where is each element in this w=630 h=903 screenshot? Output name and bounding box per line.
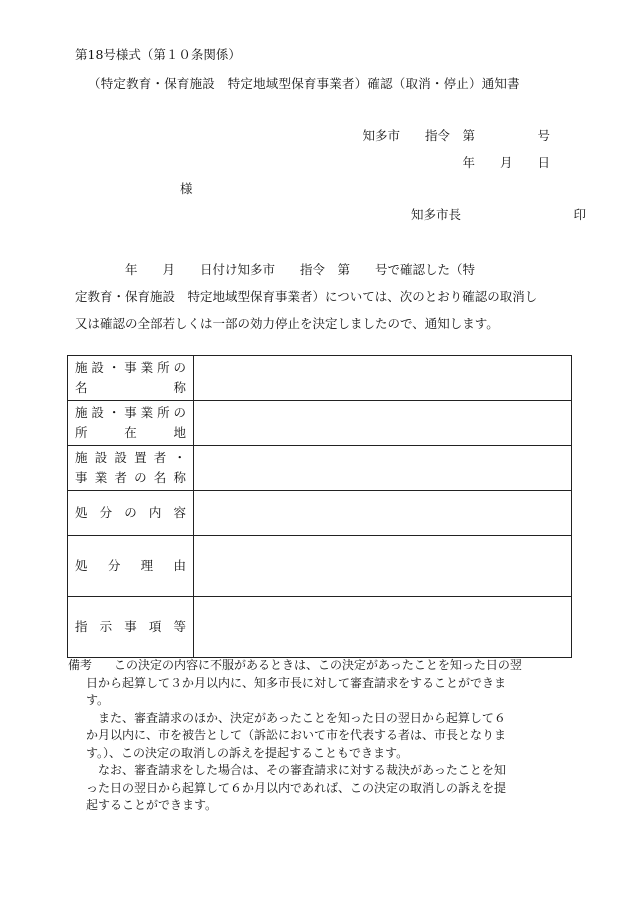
label-line: 名称 (75, 380, 186, 395)
sender: 知多市長 印 (410, 207, 586, 222)
remarks-text: この決定の内容に不服があるときは、この決定があったことを知った日の翌 (114, 658, 522, 672)
facility-name-field[interactable] (194, 356, 572, 401)
body-line-2: 定教育・保育施設 特定地域型保育事業者）については、次のとおり確認の取消し (75, 289, 538, 304)
table-row (68, 356, 572, 401)
doc-number: 知多市 指令 第 号 (362, 128, 550, 143)
operator-name-field[interactable] (194, 446, 572, 491)
remarks (68, 657, 578, 815)
label-facility-name (68, 356, 194, 401)
remarks-p3-line3: 起することができます。 (86, 798, 218, 812)
table-row (68, 491, 572, 536)
remarks-p3-line1: なお、審査請求をした場合は、その審査請求に対する裁決があったことを知 (98, 763, 506, 777)
remarks-p3-line2: った日の翌日から起算して６か月以内であれば、この決定の取消しの訴えを提 (86, 780, 507, 795)
document-title: （特定教育・保育施設 特定地域型保育事業者）確認（取消・停止）通知書 (88, 76, 520, 91)
label-line: 施設設置者・ (75, 450, 186, 465)
label-line: 事業者の名称 (75, 470, 186, 485)
remarks-heading: 備考 (68, 658, 93, 672)
issue-date: 年 月 日 (462, 155, 550, 170)
table-row (68, 401, 572, 446)
label-disposition (68, 491, 194, 536)
disposition-field[interactable] (194, 491, 572, 536)
form-number: 第18号様式（第１０条関係） (75, 47, 241, 62)
body-line-3: 又は確認の全部若しくは一部の効力停止を決定しましたので、通知します。 (75, 316, 499, 331)
remarks-p2-line3: す。）、この決定の取消しの訴えを提起することもできます。 (86, 745, 409, 760)
label-reason (68, 536, 194, 597)
table-row (68, 597, 572, 658)
details-table (67, 355, 572, 658)
remarks-p1-line2: 日から起算して３か月以内に、知多市長に対して審査請求をすることができま (86, 675, 507, 690)
table-row (68, 536, 572, 597)
remarks-p1-line3: す。 (86, 693, 110, 707)
label-operator-name (68, 446, 194, 491)
label-line: 指示事項等 (75, 619, 186, 634)
label-facility-address (68, 401, 194, 446)
label-line: 処分の内容 (75, 505, 186, 520)
label-line: 施設・事業所の (75, 405, 186, 420)
label-line: 施設・事業所の (75, 360, 186, 375)
recipient: 様 (180, 181, 193, 196)
table-row (68, 446, 572, 491)
instructions-field[interactable] (194, 597, 572, 658)
remarks-p1-line1 (68, 657, 578, 675)
label-instructions (68, 597, 194, 658)
remarks-p2-line2: か月以内に、市を被告として（訴訟において市を代表する者は、市長となりま (86, 728, 507, 742)
label-line: 処分理由 (75, 558, 186, 573)
label-line: 所在地 (75, 425, 186, 440)
body-line-1: 年 月 日付け知多市 指令 第 号で確認した（特 (75, 262, 476, 277)
remarks-p2-line1: また、審査請求のほか、決定があったことを知った日の翌日から起算して６ (98, 710, 506, 725)
reason-field[interactable] (194, 536, 572, 597)
facility-address-field[interactable] (194, 401, 572, 446)
